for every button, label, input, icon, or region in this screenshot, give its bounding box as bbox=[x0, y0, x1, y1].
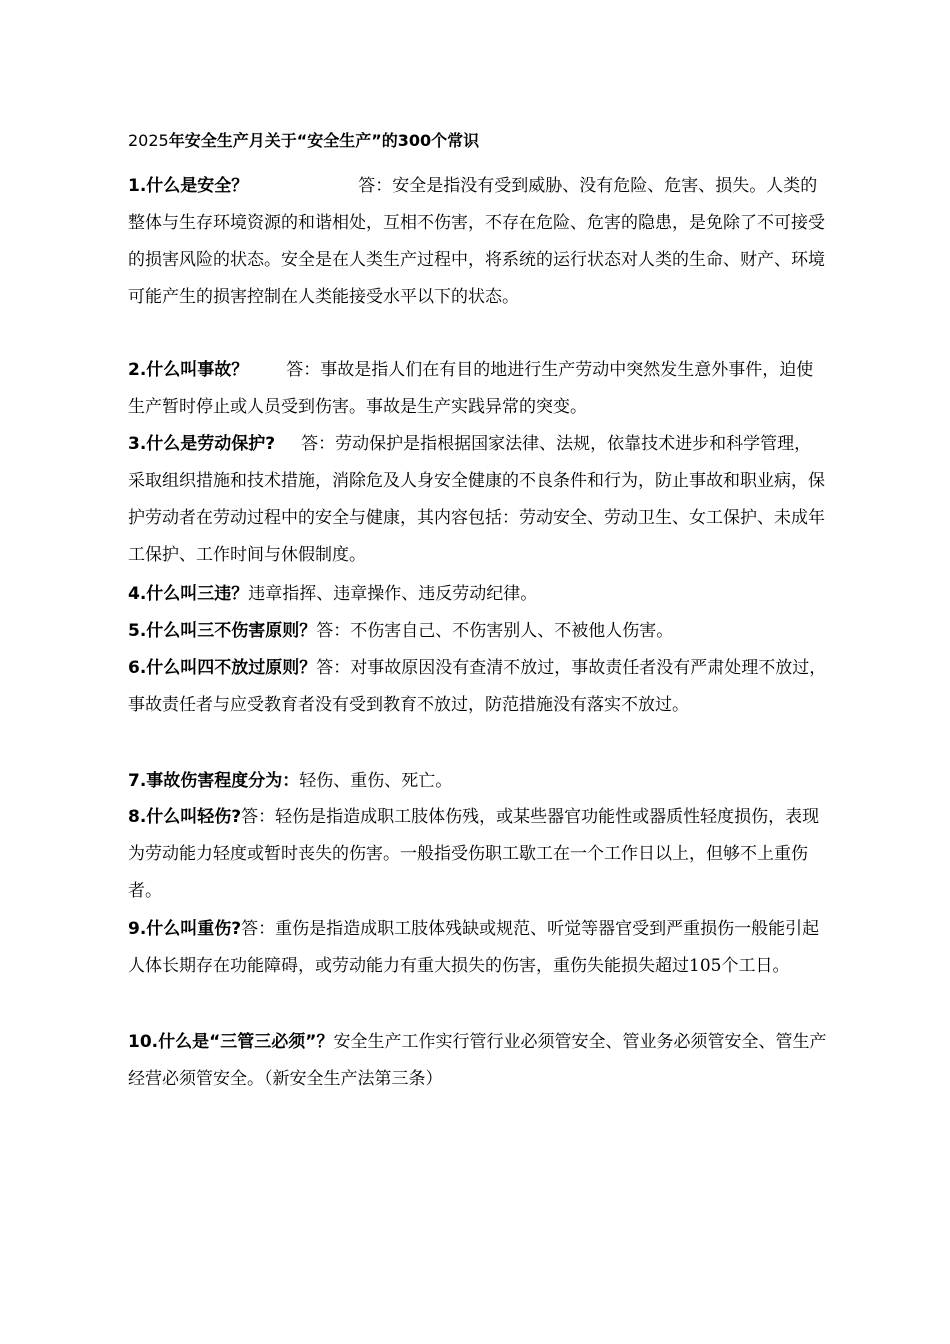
answer: 轻伤、重伤、死亡。 bbox=[299, 771, 453, 791]
answer: 违章指挥、违章操作、违反劳动纪律。 bbox=[248, 584, 538, 604]
qa-item-1 bbox=[128, 168, 828, 316]
answer: 答：重伤是指造成职工肢体残缺或规范、听觉等器官受到严重损伤一般能引起人体长期存在功能障碍，或劳动能力有重大损失的伤害，重伤失能损失超过105个工日。 bbox=[128, 919, 820, 976]
answer: 安全生产工作实行管行业必须管安全、管业务必须管安全、管生产经营必须管安全。（新安全生产法第三条） bbox=[128, 1032, 827, 1089]
question: 7.事故伤害程度分为： bbox=[128, 771, 300, 791]
question: 9.什么叫重伤? bbox=[128, 919, 242, 939]
answer: 答：不伤害自己、不伤害别人、不被他人伤害。 bbox=[316, 621, 674, 641]
question: 2.什么叫事故？ bbox=[128, 360, 249, 380]
qa-item-10 bbox=[128, 1024, 828, 1098]
question: 4.什么叫三违？ bbox=[128, 584, 249, 604]
question: 8.什么叫轻伤? bbox=[128, 807, 242, 827]
question: 1.什么是安全？ bbox=[128, 176, 249, 196]
qa-item-2 bbox=[128, 352, 828, 426]
qa-item-5 bbox=[128, 613, 828, 650]
question: 6.什么叫四不放过原则？ bbox=[128, 658, 317, 678]
answer: 答：事故是指人们在有目的地进行生产劳动中突然发生意外事件，迫使生产暂时停止或人员受到伤害。事故是生产实践异常的突变。 bbox=[128, 360, 814, 417]
title-text: 年安全生产月关于“安全生产”的300个常识 bbox=[168, 131, 480, 150]
qa-item-3 bbox=[128, 426, 828, 574]
qa-item-8 bbox=[128, 799, 828, 910]
qa-item-4 bbox=[128, 576, 828, 613]
answer: 答：对事故原因没有查清不放过，事故责任者没有严肃处理不放过，事故责任者与应受教育者没有受到教育不放过，防范措施没有落实不放过。 bbox=[128, 658, 827, 715]
answer: 答：安全是指没有受到威胁、没有危险、危害、损失。人类的整体与生存环境资源的和谐相处，互相不伤害，不存在危险、危害的隐患，是免除了不可接受的损害风险的状态。安全是在人类生产过程中，将系统的运行状态对人类的生命、财产、环境可能产生的损害控制在人类能接受水平以下的状态。 bbox=[128, 176, 825, 307]
document-title bbox=[128, 128, 479, 151]
question: 5.什么叫三不伤害原则？ bbox=[128, 621, 317, 641]
title-year: 2025 bbox=[128, 131, 169, 150]
answer: 答：劳动保护是指根据国家法律、法规，依靠技术进步和科学管理，采取组织措施和技术措施，消除危及人身安全健康的不良条件和行为，防止事故和职业病，保护劳动者在劳动过程中的安全与健康，其内容包括：劳动安全、劳动卫生、女工保护、未成年工保护、工作时间与休假制度。 bbox=[128, 434, 825, 565]
qa-item-9 bbox=[128, 911, 828, 985]
qa-item-6 bbox=[128, 650, 828, 724]
qa-item-7 bbox=[128, 763, 828, 800]
question: 10.什么是“三管三必须”？ bbox=[128, 1032, 334, 1052]
answer: 答：轻伤是指造成职工肢体伤残，或某些器官功能性或器质性轻度损伤，表现为劳动能力轻度或暂时丧失的伤害。一般指受伤职工歇工在一个工作日以上，但够不上重伤者。 bbox=[128, 807, 820, 901]
question: 3.什么是劳动保护? bbox=[128, 434, 276, 454]
